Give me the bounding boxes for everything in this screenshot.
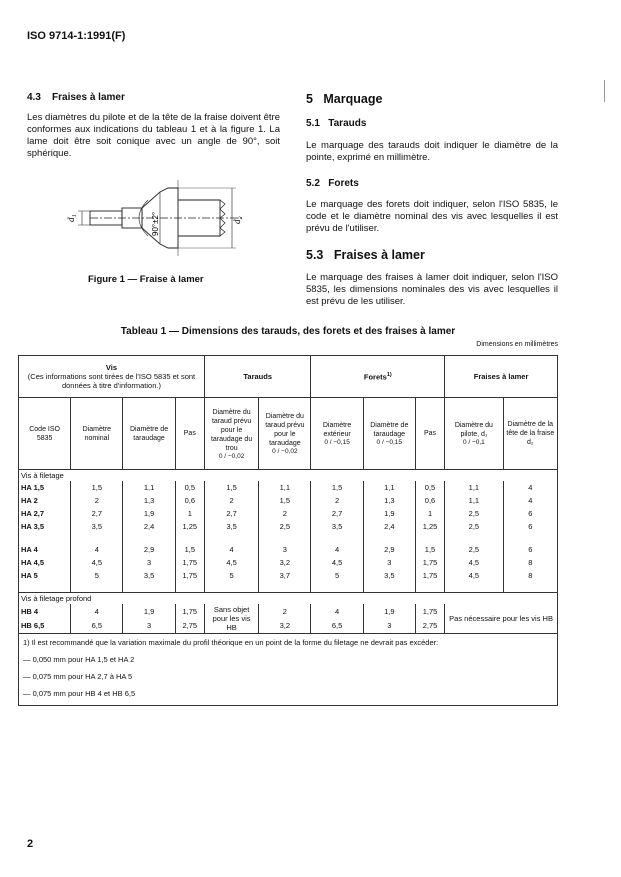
section-row xyxy=(19,470,558,482)
table-cell: 2,5 xyxy=(259,520,311,533)
table-cell: 0,6 xyxy=(415,494,444,507)
section-5-1-text: Le marquage des tarauds doit indiquer le diamètre de la pointe, exprimé en millimètre. xyxy=(306,140,558,163)
row-code: HA 4 xyxy=(19,543,71,556)
col-label: Diamètre du taraud prévu pour le taraudage du trou xyxy=(210,408,253,452)
section-5-2-text: Le marquage des forets doit indiquer, selon l'ISO 5835, le code et le diamètre nominal des vis avec lesquelles il est prévu de l'utiliser. xyxy=(306,199,558,234)
table-cell: 1,1 xyxy=(259,481,311,494)
table-cell: 3,2 xyxy=(259,556,311,569)
col-taraud-taraudage xyxy=(259,398,311,470)
table-cell: 3 xyxy=(363,556,415,569)
spacer-cell xyxy=(445,533,503,543)
table-cell: 4 xyxy=(311,604,363,619)
section-number: 5.3 xyxy=(306,248,324,262)
spacer-cell xyxy=(71,582,123,592)
col-label: Diamètre extérieur xyxy=(322,422,352,438)
col-code: Code ISO 5835 xyxy=(19,398,71,470)
spacer-cell xyxy=(363,533,415,543)
table-cell: 1,75 xyxy=(175,569,204,582)
footnote-item: — 0,075 mm pour HB 4 et HB 6,5 xyxy=(23,689,136,698)
table-row xyxy=(19,481,558,494)
table-cell: 2,7 xyxy=(71,507,123,520)
table-cell: 5 xyxy=(71,569,123,582)
footnote-item: — 0,075 mm pour HA 2,7 à HA 5 xyxy=(23,672,133,681)
spacer-cell xyxy=(19,582,71,592)
table-cell: 1,25 xyxy=(415,520,444,533)
table-1 xyxy=(18,355,558,706)
section-row xyxy=(19,592,558,604)
table-cell: 3 xyxy=(363,619,415,634)
section-4-3-heading xyxy=(27,92,125,103)
table-cell: 2,4 xyxy=(123,520,175,533)
group-vis-title: Vis xyxy=(105,363,118,372)
table-cell: 2,9 xyxy=(363,543,415,556)
table-cell: 5 xyxy=(204,569,258,582)
table-cell: 4,5 xyxy=(445,556,503,569)
table-cell: 3,5 xyxy=(363,569,415,582)
section-5-3-heading xyxy=(306,248,425,262)
group-forets xyxy=(311,356,445,398)
row-code: HA 2 xyxy=(19,494,71,507)
col-diametre-nominal: Diamètre nominal xyxy=(71,398,123,470)
table-cell: 2 xyxy=(259,507,311,520)
spacer-cell xyxy=(503,533,557,543)
col-pas: Pas xyxy=(175,398,204,470)
table-cell: 1,9 xyxy=(123,604,175,619)
row-code: HA 1,5 xyxy=(19,481,71,494)
table-cell: 1,25 xyxy=(175,520,204,533)
col-taraud-trou xyxy=(204,398,258,470)
table-cell: 1,3 xyxy=(363,494,415,507)
table-row xyxy=(19,543,558,556)
table-cell: 4,5 xyxy=(204,556,258,569)
footnote-intro: 1) Il est recommandé que la variation maximale du profil théorique en un point de la forme du filetage ne devrait pas excéder: xyxy=(23,638,439,647)
table-cell: 1,75 xyxy=(415,569,444,582)
col-diametre-taraudage: Diamètre de taraudage xyxy=(123,398,175,470)
table-title: Tableau 1 — Dimensions des tarauds, des forets et des fraises à lamer xyxy=(120,326,456,337)
table-cell: 2 xyxy=(259,604,311,619)
table-cell: 2,4 xyxy=(363,520,415,533)
table-cell: 6,5 xyxy=(311,619,363,634)
table-cell: 1,5 xyxy=(259,494,311,507)
table-cell: 1,9 xyxy=(363,604,415,619)
table-cell: 1,1 xyxy=(445,494,503,507)
table-cell: 4 xyxy=(503,494,557,507)
group-fraises: Fraises à lamer xyxy=(445,356,558,398)
spacer-cell xyxy=(503,582,557,592)
spacer-cell xyxy=(445,582,503,592)
col-foret-exterieur xyxy=(311,398,363,470)
spacer-cell xyxy=(123,582,175,592)
footnote-item: — 0,050 mm pour HA 1,5 et HA 2 xyxy=(23,655,135,664)
table-cell: 1 xyxy=(415,507,444,520)
table-cell: 2,7 xyxy=(311,507,363,520)
spacer-row xyxy=(19,533,558,543)
figure-1-countersink xyxy=(60,178,250,260)
row-code: HA 3,5 xyxy=(19,520,71,533)
table-cell: 1,75 xyxy=(175,604,204,619)
table-cell: 4,5 xyxy=(445,569,503,582)
table-cell: 3,5 xyxy=(311,520,363,533)
table-row xyxy=(19,604,558,619)
table-cell: 6 xyxy=(503,543,557,556)
section-title: Forets xyxy=(328,178,359,189)
tolerance: 0 / −0,1 xyxy=(462,439,485,446)
table-cell: 6,5 xyxy=(71,619,123,634)
spacer-cell xyxy=(415,582,444,592)
table-cell: 1,1 xyxy=(363,481,415,494)
table-cell: 3,5 xyxy=(71,520,123,533)
col-tete-fraise: Diamètre de la tête de la fraise d₂ xyxy=(503,398,557,470)
table-body-profond xyxy=(19,592,558,634)
row-code: HB 6,5 xyxy=(19,619,71,634)
spacer-cell xyxy=(415,533,444,543)
section-5-2-heading xyxy=(306,178,359,189)
col-foret-pas: Pas xyxy=(415,398,444,470)
table-cell: 3 xyxy=(259,543,311,556)
table-cell: 4,5 xyxy=(71,556,123,569)
spacer-row xyxy=(19,582,558,592)
tolerance: 0 / −0,15 xyxy=(324,439,350,446)
table-cell: 1,5 xyxy=(311,481,363,494)
sans-objet-cell: Sans objet pour les vis HB xyxy=(204,604,258,634)
table-cell: 1,1 xyxy=(445,481,503,494)
table-cell: 1,5 xyxy=(204,481,258,494)
section-title: Fraises à lamer xyxy=(333,248,425,262)
table-cell: 0,5 xyxy=(415,481,444,494)
group-vis xyxy=(19,356,205,398)
section-number: 5 xyxy=(306,92,313,106)
col-label: Diamètre du pilote, d₁ xyxy=(454,422,493,438)
col-label: Diamètre du taraud prévu pour le taraudage xyxy=(265,413,305,447)
angle-label: 90°±2° xyxy=(151,211,160,236)
spacer-cell xyxy=(204,533,258,543)
table-cell: 1,5 xyxy=(415,543,444,556)
table-row xyxy=(19,494,558,507)
table-cell: 2 xyxy=(71,494,123,507)
label-d1: d₁ xyxy=(66,214,76,222)
label-d2: d₂ xyxy=(232,216,242,224)
row-code: HA 2,7 xyxy=(19,507,71,520)
tolerance: 0 / −0,02 xyxy=(218,452,245,460)
pas-necessaire-cell: Pas nécessaire pour les vis HB xyxy=(445,604,558,634)
table-cell: 4 xyxy=(503,481,557,494)
table-cell: 1,75 xyxy=(415,556,444,569)
row-code: HA 4,5 xyxy=(19,556,71,569)
table-cell: 2,9 xyxy=(123,543,175,556)
spacer-cell xyxy=(311,582,363,592)
table-cell: 0,5 xyxy=(175,481,204,494)
table-body-filetage xyxy=(19,470,558,593)
section-4-3-text: Les diamètres du pilote et de la tête de la fraise doivent être conformes aux indications du tableau 1 et à la figure 1. La lame doit être soit conique avec un angle de 90°, soit sphérique. xyxy=(27,112,280,159)
spacer-cell xyxy=(363,582,415,592)
spacer-cell xyxy=(175,533,204,543)
table-cell: 4 xyxy=(204,543,258,556)
section-5-heading xyxy=(306,92,382,106)
section-5-1-heading xyxy=(306,118,366,129)
group-tarauds: Tarauds xyxy=(204,356,311,398)
spacer-cell xyxy=(19,533,71,543)
table-cell: 1,5 xyxy=(175,543,204,556)
table-cell: 6 xyxy=(503,520,557,533)
tolerance: 0 / −0,02 xyxy=(272,448,298,455)
table-cell: 2 xyxy=(311,494,363,507)
table-cell: 3,5 xyxy=(123,569,175,582)
figure-caption: Figure 1 — Fraise à lamer xyxy=(88,274,204,285)
table-cell: 4 xyxy=(71,543,123,556)
table-row xyxy=(19,520,558,533)
footnote-ref: 1) xyxy=(386,371,392,378)
table-cell: 4 xyxy=(311,543,363,556)
group-forets-title: Forets xyxy=(363,372,387,382)
table-cell: 2,75 xyxy=(175,619,204,634)
row-code: HA 5 xyxy=(19,569,71,582)
page-number: 2 xyxy=(27,838,34,850)
col-label: Diamètre de taraudage xyxy=(370,422,409,438)
col-foret-taraudage xyxy=(363,398,415,470)
table-cell: 3,7 xyxy=(259,569,311,582)
section-number: 4.3 xyxy=(27,92,41,103)
table-cell: 1 xyxy=(175,507,204,520)
spacer-cell xyxy=(175,582,204,592)
table-units: Dimensions en millimètres xyxy=(476,341,558,348)
table-cell: 3 xyxy=(123,619,175,634)
section-label: Vis à filetage profond xyxy=(19,592,558,604)
table-cell: 2,7 xyxy=(204,507,258,520)
table-cell: 8 xyxy=(503,569,557,582)
margin-mark xyxy=(604,80,605,102)
table-cell: 3 xyxy=(123,556,175,569)
table-cell: 2,5 xyxy=(445,520,503,533)
spacer-cell xyxy=(259,582,311,592)
table-cell: 4,5 xyxy=(311,556,363,569)
table-cell: 2,5 xyxy=(445,507,503,520)
spacer-cell xyxy=(71,533,123,543)
spacer-cell xyxy=(259,533,311,543)
table-cell: 3,5 xyxy=(204,520,258,533)
section-label: Vis à filetage xyxy=(19,470,558,482)
table-cell: 1,1 xyxy=(123,481,175,494)
spacer-cell xyxy=(204,582,258,592)
table-cell: 1,75 xyxy=(415,604,444,619)
document-id: ISO 9714-1:1991(F) xyxy=(27,30,126,42)
table-row xyxy=(19,556,558,569)
section-title: Tarauds xyxy=(328,118,367,129)
section-5-3-text: Le marquage des fraises à lamer doit indiquer, selon l'ISO 5835, les dimensions nominales des vis avec lesquelles il est prévu de les utiliser. xyxy=(306,272,558,307)
group-vis-note: (Ces informations sont tirées de l'ISO 5835 et sont données à titre d'information.) xyxy=(27,372,196,390)
table-cell: 2,5 xyxy=(445,543,503,556)
section-title: Fraises à lamer xyxy=(52,92,125,103)
table-cell: 8 xyxy=(503,556,557,569)
table-cell: 0,6 xyxy=(175,494,204,507)
table-cell: 1,9 xyxy=(123,507,175,520)
table-footnote xyxy=(19,634,558,706)
table-cell: 2,75 xyxy=(415,619,444,634)
table-cell: 1,3 xyxy=(123,494,175,507)
table-cell: 4 xyxy=(71,604,123,619)
section-number: 5.2 xyxy=(306,178,320,189)
row-code: HB 4 xyxy=(19,604,71,619)
table-cell: 1,9 xyxy=(363,507,415,520)
spacer-cell xyxy=(311,533,363,543)
tolerance: 0 / −0,15 xyxy=(376,439,403,446)
table-cell: 5 xyxy=(311,569,363,582)
table-cell: 1,75 xyxy=(175,556,204,569)
col-pilote xyxy=(445,398,503,470)
section-title: Marquage xyxy=(323,92,383,106)
spacer-cell xyxy=(123,533,175,543)
table-row xyxy=(19,507,558,520)
section-number: 5.1 xyxy=(306,118,320,129)
table-cell: 6 xyxy=(503,507,557,520)
table-cell: 2 xyxy=(204,494,258,507)
table-row xyxy=(19,569,558,582)
table-cell: 1,5 xyxy=(71,481,123,494)
table-cell: 3,2 xyxy=(259,619,311,634)
